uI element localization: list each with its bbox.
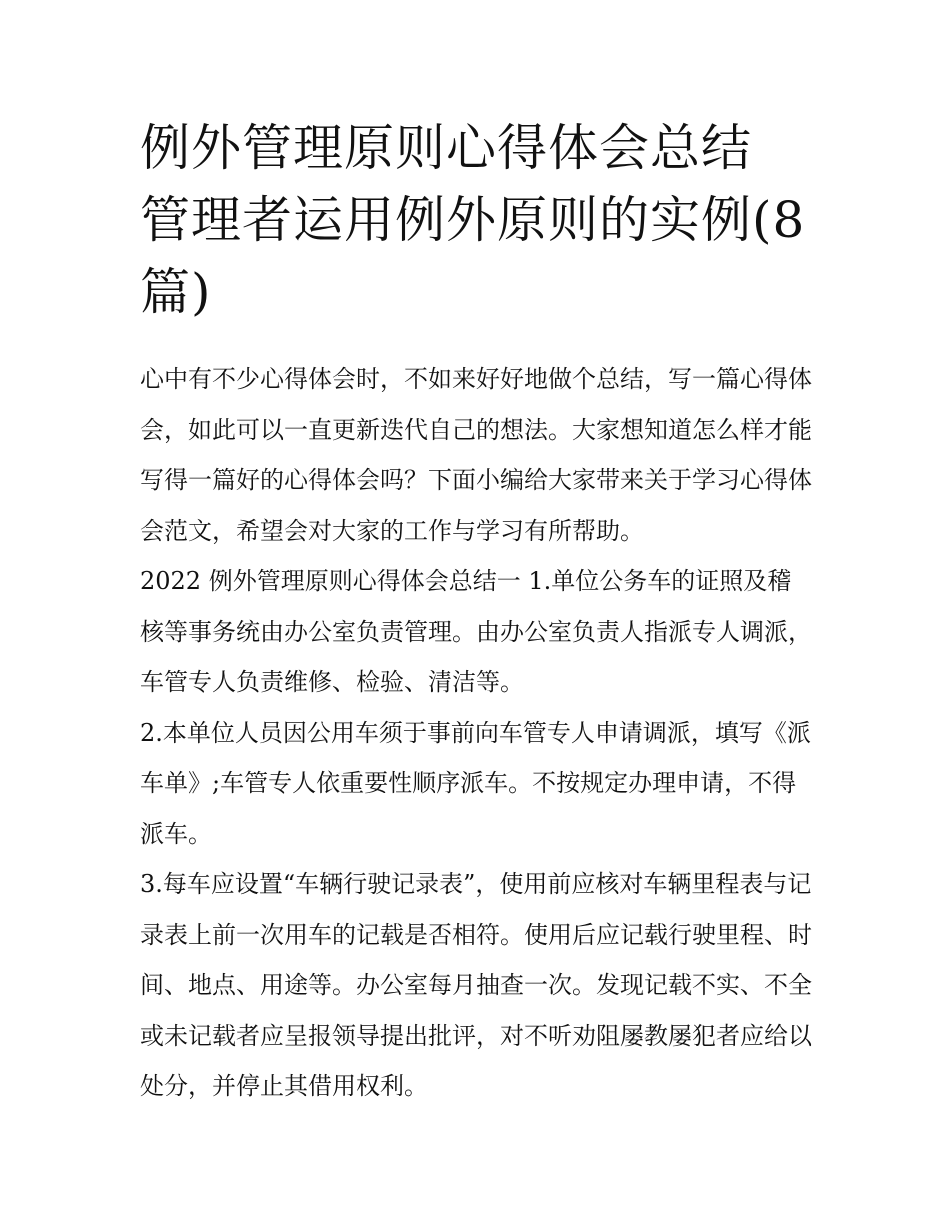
paragraph-rule-3: 3.每车应设置“车辆行驶记录表”，使用前应核对车辆里程表与记录表上前一次用车的记载是否相符。使用后应记载行驶里程、时间、地点、用途等。办公室每月抽查一次。发现记载不实、不全或未记载者应呈报领导提出批评，对不听劝阻屡教屡犯者应给以处分，并停止其借用权利。 bbox=[140, 870, 812, 1100]
paragraph-rule-1: 2022 例外管理原则心得体会总结一 1.单位公务车的证照及稽核等事务统由办公室负责管理。由办公室负责人指派专人调派，车管专人负责维修、检验、清洁等。 bbox=[140, 567, 812, 696]
paragraph-rule-2: 2.本单位人员因公用车须于事前向车管专人申请调派，填写《派车单》;车管专人依重要性顺序派车。不按规定办理申请，不得派车。 bbox=[140, 718, 811, 848]
paragraph-intro: 心中有不少心得体会时，不如来好好地做个总结，写一篇心得体会，如此可以一直更新迭代自己的想法。大家想知道怎么样才能写得一篇好的心得体会吗？下面小编给大家带来关于学习心得体会范文，希望会对大家的工作与学习有所帮助。 bbox=[140, 365, 812, 545]
document-page bbox=[140, 112, 812, 1112]
document-title bbox=[140, 112, 812, 328]
document-title-text: 例外管理原则心得体会总结 管理者运用例外原则的实例(8篇) bbox=[140, 119, 806, 321]
document-body bbox=[140, 354, 812, 1112]
